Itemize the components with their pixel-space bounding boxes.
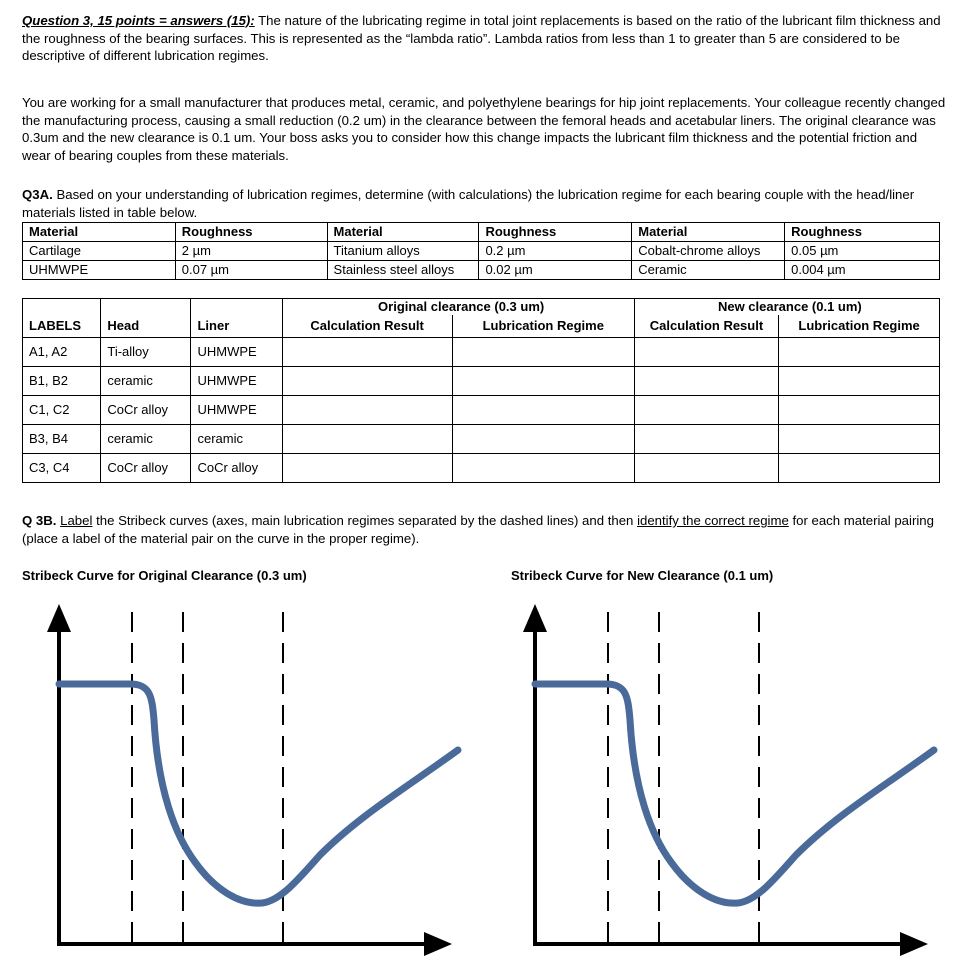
- material-cell: Ceramic: [632, 261, 785, 280]
- original-clearance-header: Original clearance (0.3 um): [282, 299, 634, 316]
- roughness-cell: 0.2 µm: [479, 242, 632, 261]
- original-regime-header: Lubrication Regime: [452, 315, 634, 338]
- head-header: Head: [101, 315, 191, 338]
- head-cell: ceramic: [101, 367, 191, 396]
- right-stribeck-chart[interactable]: [523, 604, 934, 956]
- materials-header-cell: Material: [632, 223, 785, 242]
- head-cell: CoCr alloy: [101, 454, 191, 483]
- q3b-text1: the Stribeck curves (axes, main lubrication regimes separated by the dashed lines) and then: [92, 513, 638, 528]
- left-chart-title: Stribeck Curve for Original Clearance (0.3 um): [22, 568, 307, 583]
- roughness-cell: 0.05 µm: [785, 242, 940, 261]
- pair-label-cell: A1, A2: [23, 338, 101, 367]
- right-y-axis-arrow-icon: [523, 604, 547, 632]
- left-stribeck-curve: [59, 684, 458, 903]
- head-cell: CoCr alloy: [101, 396, 191, 425]
- materials-header-cell: Roughness: [479, 223, 632, 242]
- q3b-label: Q 3B.: [22, 513, 57, 528]
- left-y-axis-arrow-icon: [47, 604, 71, 632]
- head-cell: ceramic: [101, 425, 191, 454]
- roughness-cell: 2 µm: [175, 242, 327, 261]
- pair-label-cell: C1, C2: [23, 396, 101, 425]
- roughness-cell: 0.004 µm: [785, 261, 940, 280]
- head-cell: Ti-alloy: [101, 338, 191, 367]
- labels-header: LABELS: [23, 315, 101, 338]
- material-cell: Cartilage: [23, 242, 176, 261]
- materials-header-cell: Roughness: [175, 223, 327, 242]
- pair-label-cell: B1, B2: [23, 367, 101, 396]
- left-x-axis-arrow-icon: [424, 932, 452, 956]
- right-stribeck-curve: [535, 684, 934, 903]
- right-x-axis-arrow-icon: [900, 932, 928, 956]
- left-stribeck-chart[interactable]: [47, 604, 458, 956]
- q3a-label: Q3A.: [22, 187, 53, 202]
- question-heading: Question 3, 15 points = answers (15):: [22, 13, 255, 28]
- q3b-text2: for each material pairing (place a label of the material pair on the curve in the proper regime).: [22, 513, 934, 546]
- original-calculation-header: Calculation Result: [282, 315, 452, 338]
- material-cell: UHMWPE: [23, 261, 176, 280]
- materials-header-cell: Material: [23, 223, 176, 242]
- liner-cell: UHMWPE: [191, 338, 282, 367]
- liner-header: Liner: [191, 315, 282, 338]
- q3b-identify: identify the correct regime: [637, 513, 789, 528]
- liner-cell: UHMWPE: [191, 396, 282, 425]
- roughness-cell: 0.07 µm: [175, 261, 327, 280]
- material-cell: Cobalt-chrome alloys: [632, 242, 785, 261]
- scenario-paragraph: You are working for a small manufacturer that produces metal, ceramic, and polyethylene bearings for hip joint replacements. Your colleague recently changed the manufacturing process, causing a small reduction (0.2 um) in the clearance between the femoral heads and acetabular liners. The original clearance was 0.3um and the new clearance is 0.1 um. Your boss asks you to consider how this change impacts the lubricant film thickness and the potential friction and wear of bearing couples from these materials.: [22, 95, 946, 163]
- pair-label-cell: B3, B4: [23, 425, 101, 454]
- materials-header-cell: Roughness: [785, 223, 940, 242]
- new-regime-header: Lubrication Regime: [779, 315, 940, 338]
- liner-cell: CoCr alloy: [191, 454, 282, 483]
- q3b-label-word: Label: [60, 513, 93, 528]
- new-clearance-header: New clearance (0.1 um): [634, 299, 939, 316]
- roughness-cell: 0.02 µm: [479, 261, 632, 280]
- material-cell: Stainless steel alloys: [327, 261, 479, 280]
- question-intro-text: The nature of the lubricating regime in total joint replacements is based on the ratio of the lubricant film thickness and the roughness of the bearing surfaces. This is represented as the “lambda ratio”. Lambda ratios from less than 1 to greater than 5 are considered to be descriptive of different lubrication regimes.: [22, 13, 941, 64]
- new-calculation-header: Calculation Result: [634, 315, 778, 338]
- liner-cell: UHMWPE: [191, 367, 282, 396]
- q3a-text: Based on your understanding of lubrication regimes, determine (with calculations) the lubrication regime for each bearing couple with the head/liner materials listed in table below.: [22, 187, 915, 220]
- material-cell: Titanium alloys: [327, 242, 479, 261]
- right-chart-title: Stribeck Curve for New Clearance (0.1 um): [511, 568, 774, 583]
- materials-header-cell: Material: [327, 223, 479, 242]
- pair-label-cell: C3, C4: [23, 454, 101, 483]
- liner-cell: ceramic: [191, 425, 282, 454]
